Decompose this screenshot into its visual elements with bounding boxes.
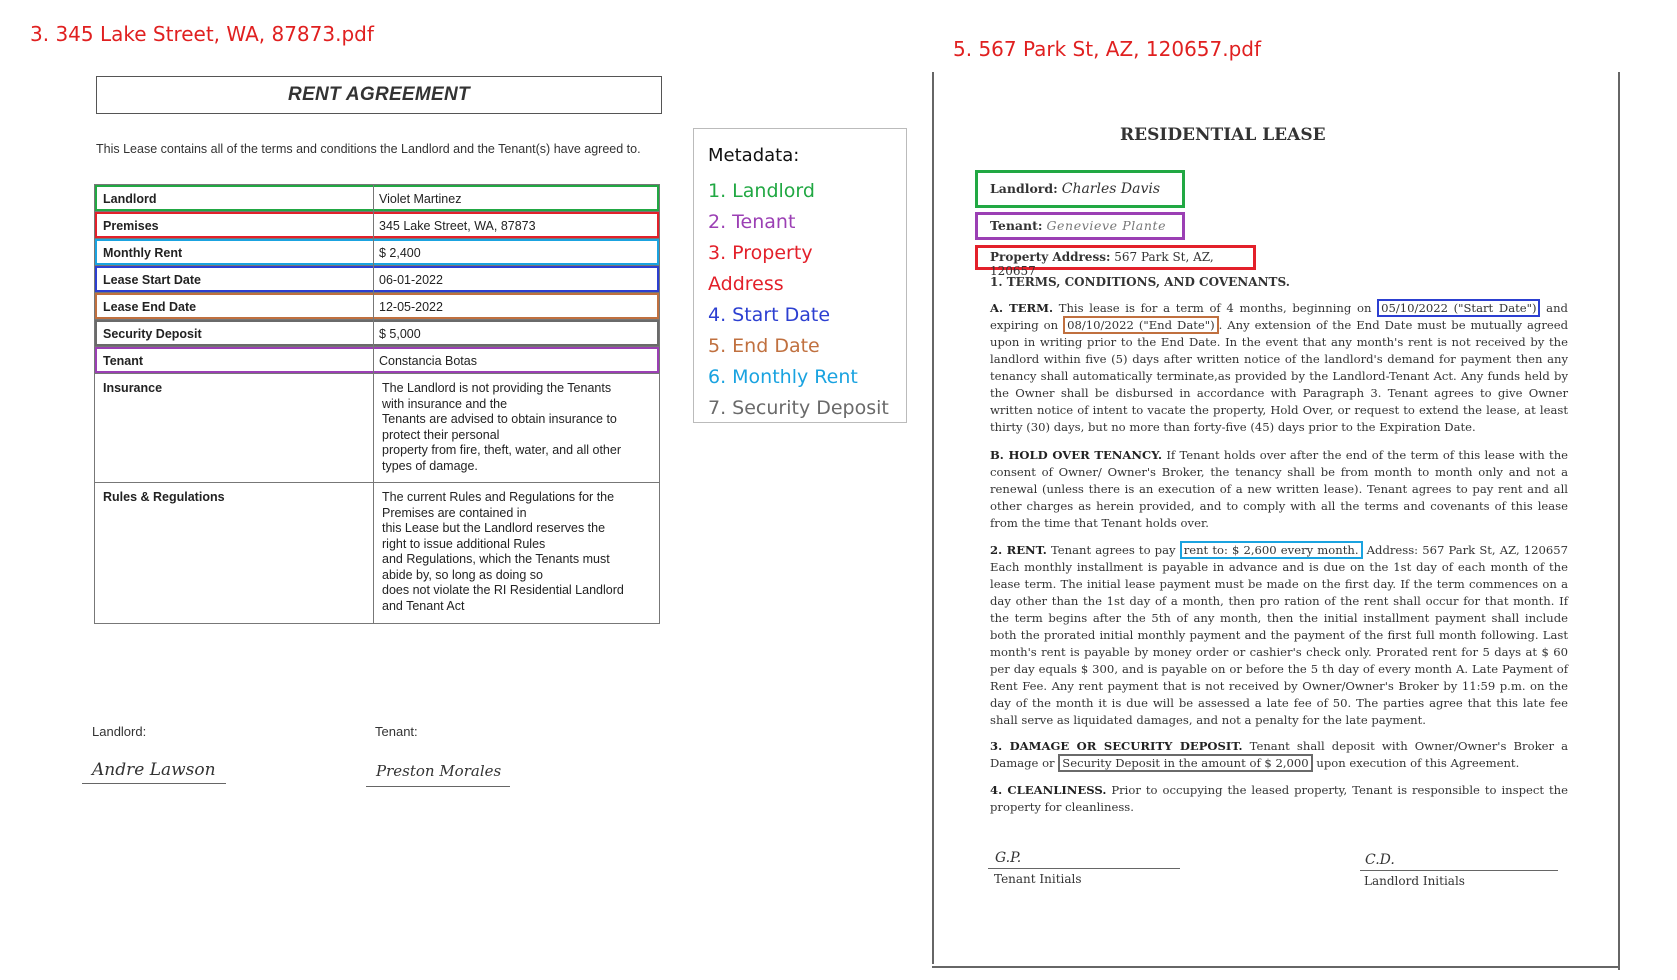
legend-item-rent: 6. Monthly Rent [708, 366, 858, 388]
table-row [95, 320, 660, 347]
table-row [95, 212, 660, 239]
landlord-sig-label: Landlord: [92, 724, 147, 739]
section-terms-heading: 1. TERMS, CONDITIONS, AND COVENANTS. [990, 275, 1290, 289]
tenant-label: Tenant [94, 346, 374, 374]
table-row [95, 374, 660, 483]
end-date-highlight: 08/10/2022 ("End Date") [1063, 316, 1219, 334]
rent-agreement-title: RENT AGREEMENT [288, 84, 470, 105]
start-date-highlight: 05/10/2022 ("Start Date") [1377, 299, 1540, 317]
premises-value: 345 Lake Street, WA, 87873 [373, 211, 660, 239]
tenant-value: Constancia Botas [373, 346, 660, 374]
lease-start-label: Lease Start Date [94, 265, 374, 293]
residential-lease-title: RESIDENTIAL LEASE [1120, 125, 1326, 145]
lease-table [94, 184, 660, 624]
legend-item-end: 5. End Date [708, 335, 820, 357]
page-border-right [1618, 72, 1620, 970]
rules-label: Rules & Regulations [103, 490, 225, 504]
legend-item-address: 3. Property Address [708, 242, 813, 295]
landlord-signature: Andre Lawson [92, 760, 216, 780]
legend-title: Metadata: [708, 145, 800, 166]
right-file-title: 5. 567 Park St, AZ, 120657.pdf [953, 37, 1262, 61]
insurance-label: Insurance [103, 381, 163, 395]
landlord-initials: C.D. [1365, 852, 1395, 868]
legend-item-start: 4. Start Date [708, 304, 831, 326]
term-a-paragraph: A. TERM. This lease is for a term of 4 months, beginning on 05/10/2022 ("Start Date") and expiring on 08/10/2022 ("End Date") . Any extension of the End Date must be mutually agreed upon in writing prior to the End Date. In the event that any month's rent is not received by the landlord within five (5) days after written notice of the landlord's demand for payment then any tenancy shall automatically terminate,as provided by the Landlord-Tenant Act. Any funds held by the Owner shall be disbursed in accordance with Paragraph 3. Tenant agrees to give Owner written notice of intent to vacate the property, Hold Over, or request to extend the lease, at least thirty (30) days, but no more than forty-five (45) days prior to the Expiration Date. [990, 301, 1569, 434]
premises-label: Premises [94, 211, 374, 239]
tenant-sig-label: Tenant: [375, 724, 418, 739]
table-row [95, 266, 660, 293]
monthly-rent-label: Monthly Rent [94, 238, 374, 266]
tenant-initials-label: Tenant Initials [994, 872, 1082, 886]
legend-item-tenant: 2. Tenant [708, 211, 796, 233]
tenant-initials: G.P. [995, 850, 1022, 866]
rent-agreement-title-box [96, 76, 662, 114]
lease-end-label: Lease End Date [94, 292, 374, 320]
table-row [95, 293, 660, 320]
cleanliness-paragraph: 4. CLEANLINESS. Prior to occupying the leased property, Tenant is responsible to inspect the property for cleanliness. [990, 783, 1568, 814]
legend-item-deposit: 7. Security Deposit [708, 397, 889, 419]
page-border-bottom [932, 966, 1618, 968]
tenant-initials-line [988, 868, 1180, 869]
table-row [95, 185, 660, 212]
insurance-text: The Landlord is not providing the Tenants with insurance and the Tenants are advised to obtain insurance to protect their personal property from fire, theft, water, and all other types of damage. [382, 381, 622, 473]
tenant-field: Tenant: Genevieve Plante [975, 212, 1185, 240]
table-row [95, 347, 660, 374]
deposit-paragraph: 3. DAMAGE OR SECURITY DEPOSIT. Tenant shall deposit with Owner/Owner's Broker a Damage or Security Deposit in the amount of $ 2,000 upon execution of this Agreement. [990, 739, 1569, 770]
rules-text: The current Rules and Regulations for the Premises are contained in this Lease but the Landlord reserves the right to issue additional Rules and Regulations, which the Tenants must abide by, so long as doing so does not violate the RI Residential Landlord and Tenant Act [382, 490, 624, 613]
tenant-sig-line [366, 786, 510, 787]
landlord-label: Landlord [94, 184, 374, 212]
landlord-initials-label: Landlord Initials [1364, 874, 1465, 888]
property-address-field: Property Address: 567 Park St, AZ, 120657 [975, 245, 1256, 270]
rent-paragraph: 2. RENT. Tenant agrees to pay rent to: $ 2,600 every month. Address: 567 Park St, AZ, 120657 Each monthly installment is payable in advance and is due on the 1st day of each month of the lease term. The initial lease payment must be made on the first day. If the term commences on a day other than the 1st day of a month, then pro ration of the rent shall occur for that month. If the term begins after the 5th of any month, then the initial installment payment shall include both the prorated initial monthly payment and the payment of the first full month following. Last month's rent is payable by money order or cashier's check only. Prorated rent for 5 days at $ 60 per day equals $ 300, and is payable on or before the 5 th day of every month A. Late Payment of Rent Fee. Any rent payment that is not received by Owner/Owner's Broker by 11:59 p.m. on the day of the month it is due will be assessed a late fee of 50. The parties agree that this late fee shall serve as liquidated damages, and not a penalty for the late payment. [990, 543, 1569, 727]
monthly-rent-highlight: rent to: $ 2,600 every month. [1180, 541, 1363, 559]
landlord-value: Violet Martinez [373, 184, 660, 212]
landlord-initials-line [1360, 870, 1558, 871]
metadata-legend [693, 128, 907, 423]
left-file-title: 3. 345 Lake Street, WA, 87873.pdf [30, 22, 374, 46]
page-border-left [932, 72, 934, 964]
table-row [95, 483, 660, 624]
landlord-sig-line [82, 783, 226, 784]
tenant-signature: Preston Morales [376, 762, 502, 780]
lease-start-value: 06-01-2022 [373, 265, 660, 293]
landlord-field: Landlord: Charles Davis [975, 170, 1185, 208]
monthly-rent-value: $ 2,400 [373, 238, 660, 266]
term-b-paragraph: B. HOLD OVER TENANCY. If Tenant holds over after the end of the term of this lease with the consent of Owner/ Owner's Broker, the tenancy shall be from month to month only and not a renewal (unless there is an execution of a new written lease). Tenant agrees to pay rent and all other charges as herein provided, and to comply with all the terms and covenants of this lease from the time that Tenant holds over. [990, 448, 1569, 530]
legend-item-landlord: 1. Landlord [708, 180, 815, 202]
security-deposit-value: $ 5,000 [373, 319, 660, 347]
lease-end-value: 12-05-2022 [373, 292, 660, 320]
table-row [95, 239, 660, 266]
security-deposit-highlight: Security Deposit in the amount of $ 2,000 [1058, 754, 1312, 772]
rent-agreement-intro: This Lease contains all of the terms and conditions the Landlord and the Tenant(s) have agreed to. [96, 142, 641, 156]
security-deposit-label: Security Deposit [94, 319, 374, 347]
